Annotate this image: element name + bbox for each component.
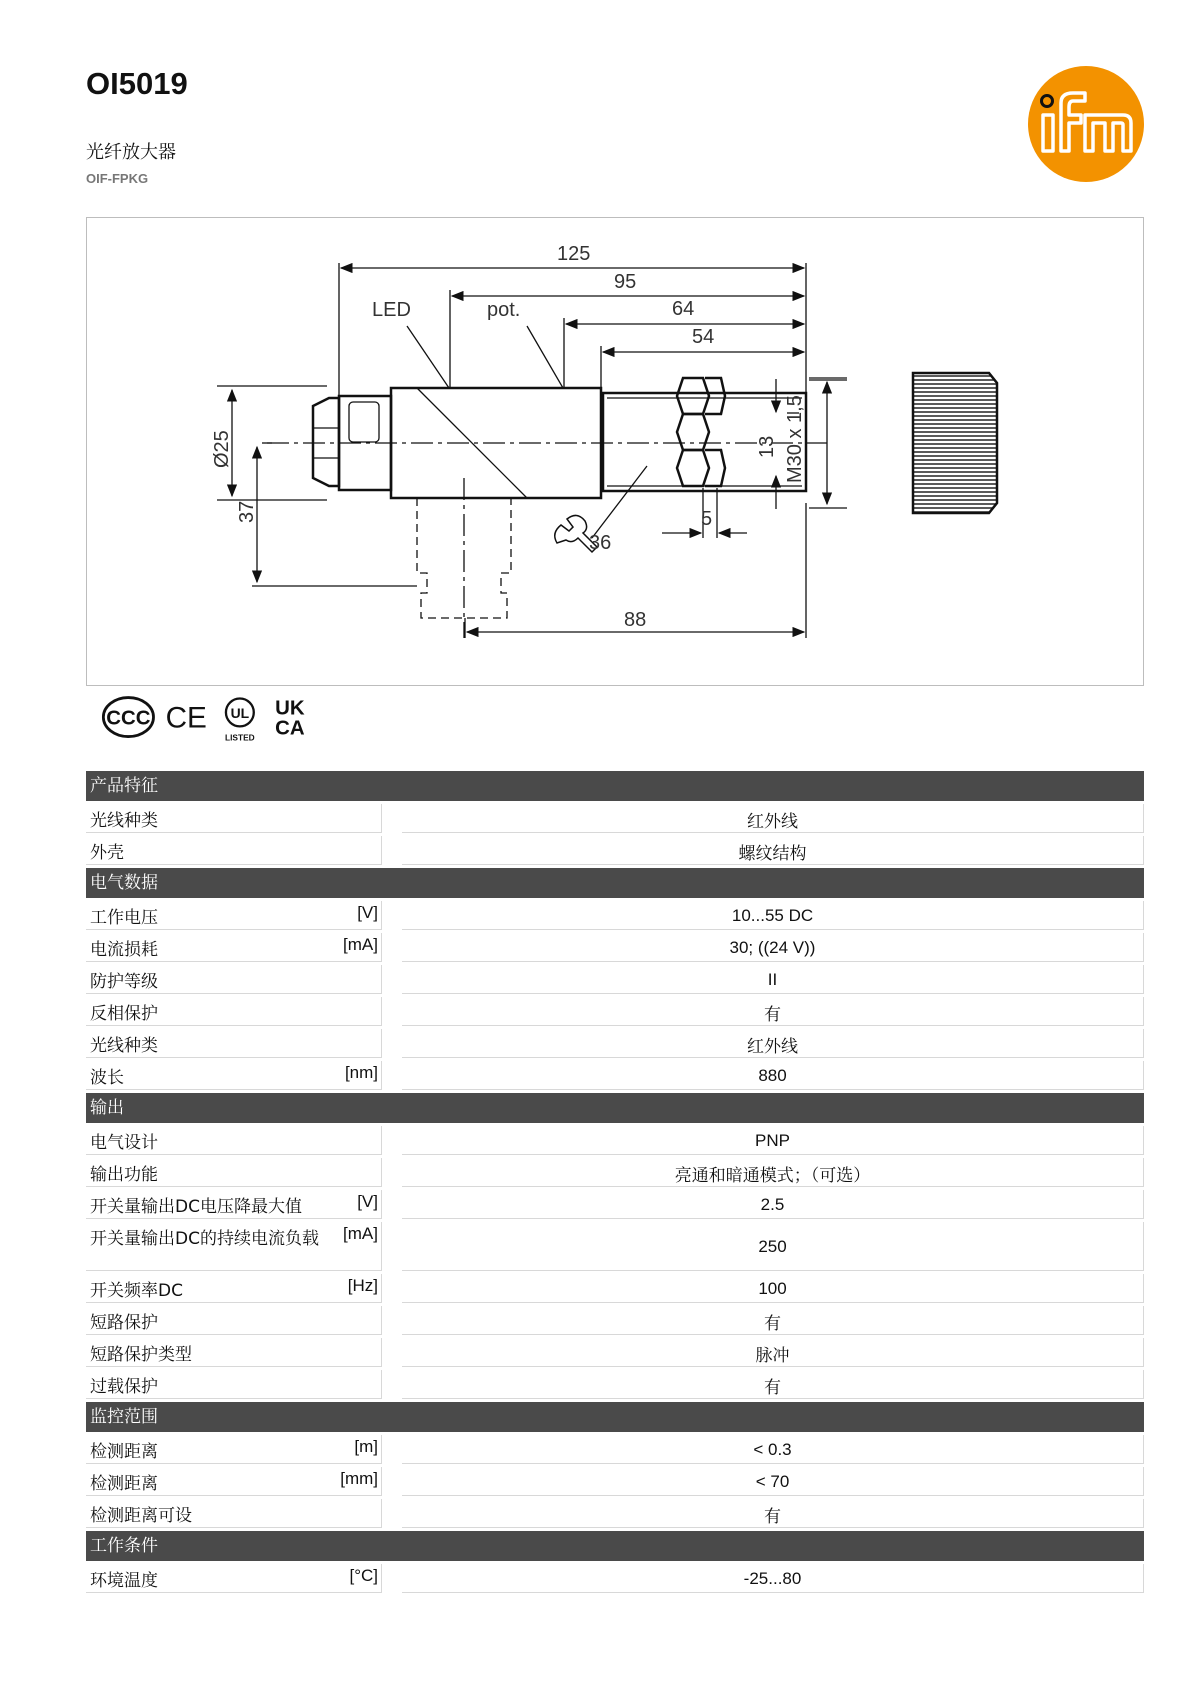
spec-label-cell xyxy=(86,1338,382,1367)
spec-unit: [V] xyxy=(357,1192,378,1211)
spec-label-cell xyxy=(86,1061,382,1090)
dim-total-length: 125 xyxy=(557,243,591,265)
spec-row xyxy=(86,1222,1144,1271)
spec-label-cell xyxy=(86,1435,382,1464)
spec-label: 输出功能 xyxy=(90,1165,158,1185)
spec-row xyxy=(86,933,1144,962)
dim-bottom-length: 88 xyxy=(624,609,647,631)
spec-unit: [mA] xyxy=(343,1224,378,1243)
spec-label: 电气设计 xyxy=(90,1133,158,1153)
spec-value: 亮通和暗通模式；（可选） xyxy=(402,1158,1144,1187)
spec-row xyxy=(86,1274,1144,1303)
spec-row xyxy=(86,1338,1144,1367)
spec-value: PNP xyxy=(402,1126,1144,1155)
section-header-conditions: 工作条件 xyxy=(86,1531,1144,1561)
product-code: OI5019 xyxy=(86,66,188,101)
ccc-mark xyxy=(103,698,153,737)
spec-label-cell xyxy=(86,965,382,994)
spec-label: 工作电压 xyxy=(90,908,158,928)
spec-label: 外壳 xyxy=(90,843,124,863)
dim-nut-thickness: 5 xyxy=(701,508,713,530)
spec-label: 开关量输出DC的持续电流负载 xyxy=(90,1229,319,1249)
dim-to-pot: 64 xyxy=(672,298,695,320)
svg-text:UK: UK xyxy=(275,697,305,720)
spec-value: < 0.3 xyxy=(402,1435,1144,1464)
section-header-output: 输出 xyxy=(86,1093,1144,1123)
spec-value: 红外线 xyxy=(402,804,1144,833)
ce-mark xyxy=(166,701,207,734)
spec-label-cell xyxy=(86,836,382,865)
spec-unit: [m] xyxy=(354,1437,378,1456)
spec-row xyxy=(86,1564,1144,1593)
spec-label-cell xyxy=(86,1029,382,1058)
spec-row xyxy=(86,901,1144,930)
article-code: OIF-FPKG xyxy=(86,171,149,186)
spec-label: 短路保护 xyxy=(90,1313,158,1333)
dimension-drawing xyxy=(86,217,1144,686)
spec-row xyxy=(86,1499,1144,1528)
spec-row xyxy=(86,1061,1144,1090)
spec-label-cell xyxy=(86,933,382,962)
spec-unit: [mm] xyxy=(340,1469,378,1488)
logo-text: ifm xyxy=(1027,50,1053,69)
svg-text:CA: CA xyxy=(275,717,305,740)
spec-label-cell xyxy=(86,1190,382,1219)
spec-label-cell xyxy=(86,1370,382,1399)
spec-row xyxy=(86,804,1144,833)
spec-unit: [nm] xyxy=(344,1063,378,1082)
spec-value: 有 xyxy=(402,1306,1144,1335)
spec-label-cell xyxy=(86,997,382,1026)
spec-label: 光线种类 xyxy=(90,1036,158,1056)
dim-thread-inner: 13 xyxy=(756,435,778,458)
dim-to-led: 95 xyxy=(614,271,637,293)
spec-label: 检测距离 xyxy=(90,1474,158,1494)
certification-marks xyxy=(92,692,332,744)
ukca-mark xyxy=(275,697,305,739)
dim-nut-width: 36 xyxy=(589,532,612,554)
dim-diameter: Ø25 xyxy=(211,430,233,468)
spec-value: 880 xyxy=(402,1061,1144,1090)
spec-label-cell xyxy=(86,1274,382,1303)
spec-value: 螺纹结构 xyxy=(402,836,1144,865)
spec-value: -25...80 xyxy=(402,1564,1144,1593)
spec-row xyxy=(86,836,1144,865)
spec-row xyxy=(86,1370,1144,1399)
spec-label: 反相保护 xyxy=(90,1004,158,1024)
spec-row xyxy=(86,1126,1144,1155)
spec-label: 环境温度 xyxy=(90,1571,158,1591)
spec-value: 脉冲 xyxy=(402,1338,1144,1367)
spec-label: 开关量输出DC电压降最大值 xyxy=(90,1197,302,1217)
spec-label: 开关频率DC xyxy=(90,1281,183,1301)
dim-thread-length: 54 xyxy=(692,326,715,348)
spec-value: 红外线 xyxy=(402,1029,1144,1058)
label-led: LED xyxy=(372,299,411,321)
svg-text:CE: CE xyxy=(165,701,207,735)
spec-value: 有 xyxy=(402,1499,1144,1528)
spec-label-cell xyxy=(86,1306,382,1335)
spec-label-cell xyxy=(86,1158,382,1187)
spec-unit: [Hz] xyxy=(347,1276,378,1295)
spec-row xyxy=(86,1158,1144,1187)
spec-row xyxy=(86,965,1144,994)
spec-unit: [V] xyxy=(357,903,378,922)
spec-value: 有 xyxy=(402,997,1144,1026)
product-name: 光纤放大器 xyxy=(86,142,176,163)
dim-thread-spec: M30 x 1,5 xyxy=(784,395,806,483)
spec-label-cell xyxy=(86,901,382,930)
spec-row xyxy=(86,1190,1144,1219)
spec-unit: [mA] xyxy=(343,935,378,954)
spec-label: 防护等级 xyxy=(90,972,158,992)
spec-value: 2.5 xyxy=(402,1190,1144,1219)
spec-row xyxy=(86,1467,1144,1496)
svg-text:UL: UL xyxy=(230,705,250,721)
spec-unit: [°C] xyxy=(349,1566,378,1585)
svg-text:LISTED: LISTED xyxy=(225,732,255,743)
dim-connector-height: 37 xyxy=(236,500,258,523)
spec-value: < 70 xyxy=(402,1467,1144,1496)
spec-label-cell xyxy=(86,1126,382,1155)
spec-label: 过载保护 xyxy=(90,1377,158,1397)
section-header-electrical: 电气数据 xyxy=(86,868,1144,898)
spec-label: 电流损耗 xyxy=(90,940,158,960)
spec-label-cell xyxy=(86,1222,382,1271)
spec-label: 短路保护类型 xyxy=(90,1345,192,1365)
spec-value: 250 xyxy=(402,1222,1144,1271)
label-pot: pot. xyxy=(487,299,521,321)
spec-value: 30; ((24 V)) xyxy=(402,933,1144,962)
section-header-range: 监控范围 xyxy=(86,1402,1144,1432)
spec-row xyxy=(86,1306,1144,1335)
spec-value: 有 xyxy=(402,1370,1144,1399)
ifm-logo xyxy=(1027,50,1145,183)
spec-label: 检测距离可设 xyxy=(90,1506,192,1526)
svg-text:CCC: CCC xyxy=(106,707,151,730)
spec-label-cell xyxy=(86,804,382,833)
spec-label: 波长 xyxy=(90,1068,124,1088)
spec-value: 10...55 DC xyxy=(402,901,1144,930)
spec-row xyxy=(86,997,1144,1026)
spec-label-cell xyxy=(86,1564,382,1593)
spec-value: II xyxy=(402,965,1144,994)
spec-label-cell xyxy=(86,1499,382,1528)
ul-listed-mark xyxy=(225,699,255,743)
spec-value: 100 xyxy=(402,1274,1144,1303)
spec-row xyxy=(86,1029,1144,1058)
spec-tables xyxy=(86,771,1144,1596)
spec-row xyxy=(86,1435,1144,1464)
spec-label: 光线种类 xyxy=(90,811,158,831)
section-header-features: 产品特征 xyxy=(86,771,1144,801)
spec-label-cell xyxy=(86,1467,382,1496)
spec-label: 检测距离 xyxy=(90,1442,158,1462)
